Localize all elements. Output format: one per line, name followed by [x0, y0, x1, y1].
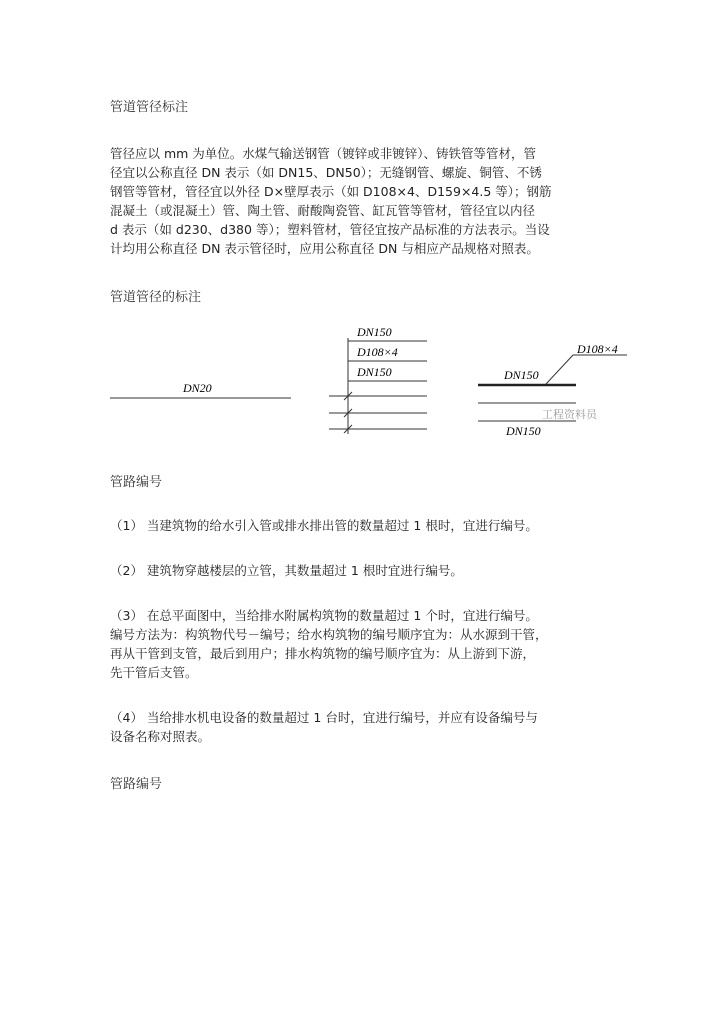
text-line: 计均用公称直径 DN 表示管径时，应用公称直径 DN 与相应产品规格对照表。 — [110, 241, 539, 256]
single-pipe-diagram — [110, 381, 291, 398]
right-bottom-label: DN150 — [506, 424, 541, 438]
multi-label-1: DN150 — [357, 325, 392, 339]
item-1 — [110, 516, 622, 535]
item-2 — [110, 561, 622, 580]
text-line: 钢管等管材，管径宜以外径 D×壁厚表示（如 D108×4、D159×4.5 等）；钢筋 — [110, 184, 552, 199]
heading-pipe-numbering-2: 管路编号 — [110, 777, 163, 792]
item-4 — [110, 708, 622, 746]
multi-pipe-diagram — [329, 325, 427, 434]
text-line: 管径应以 mm 为单位。水煤气输送钢管（镀锌或非镀锌）、铸铁管等管材，管 — [110, 146, 537, 161]
text-line: 编号方法为：构筑物代号－编号；给水构筑物的编号顺序宜为：从水源到干管， — [110, 627, 548, 642]
labeled-pipes-diagram — [478, 342, 627, 438]
text-line: （1） 当建筑物的给水引入管或排水排出管的数量超过 1 根时，宜进行编号。 — [110, 518, 538, 533]
heading-pipe-diameter: 管道管径标注 — [110, 100, 189, 115]
right-top-label: D108×4 — [577, 342, 618, 356]
single-pipe-label: DN20 — [183, 381, 212, 395]
text-line: d 表示（如 d230、d380 等）；塑料管材，管径宜按产品标准的方法表示。当设 — [110, 222, 550, 237]
text-line: （3） 在总平面图中，当给排水附属构筑物的数量超过 1 个时，宜进行编号。 — [110, 608, 538, 623]
text-line: 再从干管到支管，最后到用户；排水构筑物的编号顺序宜为：从上游到下游， — [110, 646, 536, 661]
multi-label-3: DN150 — [357, 365, 392, 379]
intro-paragraph — [110, 144, 622, 258]
pipe-diameter-figure — [0, 318, 724, 448]
text-line: 径宜以公称直径 DN 表示（如 DN15、DN50）；无缝钢管、螺旋、铜管、不锈 — [110, 165, 542, 180]
heading-pipe-diameter-marking: 管道管径的标注 — [110, 290, 202, 305]
text-line: （2） 建筑物穿越楼层的立管，其数量超过 1 根时宜进行编号。 — [110, 563, 463, 578]
text-line: 混凝土（或混凝土）管、陶土管、耐酸陶瓷管、缸瓦管等管材，管径宜以内径 — [110, 203, 536, 218]
watermark: 工程资料员 — [542, 408, 597, 421]
heading-pipe-numbering: 管路编号 — [110, 475, 163, 490]
multi-label-2: D108×4 — [357, 345, 398, 359]
item-3 — [110, 606, 622, 682]
leader-line — [546, 355, 573, 384]
text-line: 先干管后支管。 — [110, 665, 198, 680]
right-mid-label: DN150 — [504, 368, 539, 382]
text-line: （4） 当给排水机电设备的数量超过 1 台时，宜进行编号，并应有设备编号与 — [110, 710, 538, 725]
text-line: 设备名称对照表。 — [110, 729, 211, 744]
